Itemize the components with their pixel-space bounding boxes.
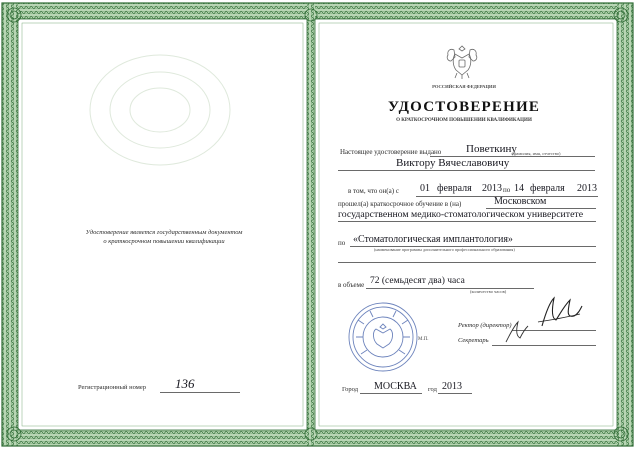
volume-hint: (количество часов) [470,289,507,294]
reg-number-line [160,392,240,393]
reg-number-label: Регистрационный номер [78,384,146,391]
to-label: по [503,186,511,194]
secretary-signature [502,316,532,346]
city-line [360,393,422,394]
institution-line-1: Московском [494,196,547,207]
official-seal-stamp [346,300,420,374]
recipient-surname: Поветкину [466,143,517,155]
volume-label: в объеме [338,281,365,289]
to-month: февраля [530,183,565,194]
program-extra-line [338,262,596,263]
to-day: 14 [514,183,524,194]
stamp-mp: М.П. [418,337,429,342]
document-subtitle: О КРАТКОСРОЧНОМ ПОВЫШЕНИИ КВАЛИФИКАЦИИ [396,118,532,123]
from-day: 01 [420,183,430,194]
rector-label: Ректор (директор) [458,322,512,329]
year-value: 2013 [442,381,462,392]
from-month: февраля [437,183,472,194]
program-hint: (наименование программы дополнительного профессионального образования) [374,247,515,252]
rector-signature [536,292,586,332]
secretary-label: Секретарь [458,337,489,344]
program-label: по [338,239,346,247]
city-name: МОСКВА [374,381,417,392]
issued-label: Настоящее удостоверение выдано [340,148,442,156]
document-title: УДОСТОВЕРЕНИЕ [387,99,541,115]
notice-line-1: Удостоверение является государственным документом [85,229,243,236]
notice-line-2: о краткосрочном повышении квалификации [103,238,225,245]
secretary-line [492,345,596,346]
institution-line-2-rule [338,221,596,222]
city-label: Город [342,386,359,393]
from-year: 2013 [482,183,502,194]
from-label: в том, что он(а) с [348,187,399,195]
studied-label: прошел(а) краткосрочное обучение в (на) [338,200,462,208]
volume-hours: 72 (семьдесят два) часа [370,276,465,286]
recipient-name: Виктору Вячеславовичу [396,157,510,169]
institution-line-2: государственном медико-стоматологическом университете [338,209,584,220]
to-year: 2013 [577,183,597,194]
volume-line [366,288,534,289]
program-name: «Стоматологическая имплантология» [353,234,513,245]
name-line [338,170,595,171]
year-line [438,393,472,394]
double-headed-eagle-icon [444,42,480,80]
surname-hint: (фамилия, имя, отчество) [512,151,561,156]
year-label: год [428,386,437,393]
reg-number: 136 [175,376,195,391]
country-name: РОССИЙСКАЯ ФЕДЕРАЦИЯ [432,84,496,89]
